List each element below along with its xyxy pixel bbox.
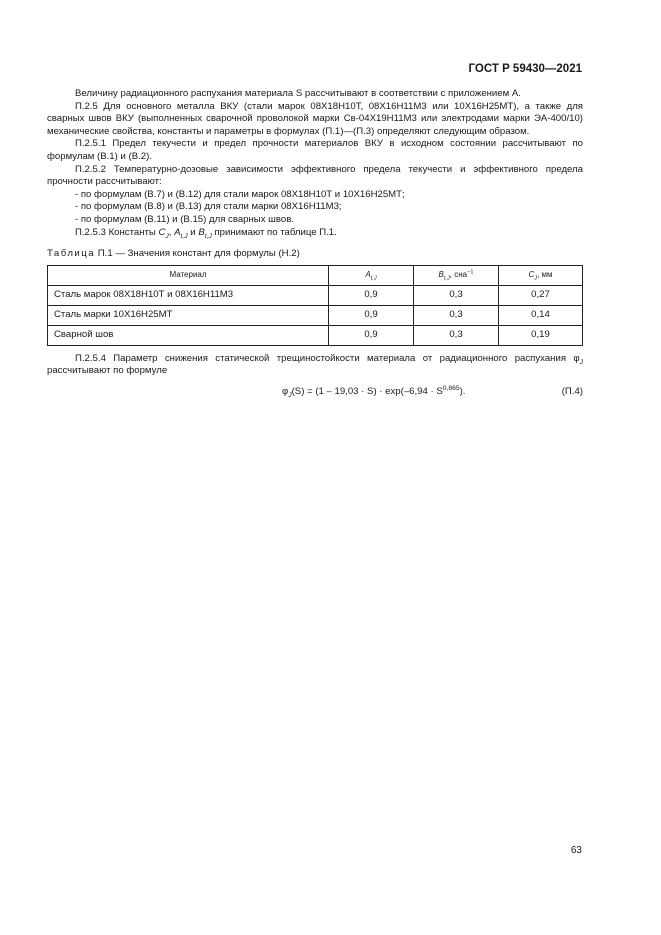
- paragraph-2-5-1: П.2.5.1 Предел текучести и предел прочности материалов ВКУ в исходном состоянии рассчитывают по формулам (В.1) и (В.2).: [47, 138, 583, 162]
- constants-table: [47, 265, 583, 346]
- table-row: [48, 285, 583, 305]
- cell-material: Сталь марки 10Х16Н25МТ: [48, 305, 329, 325]
- page-content: [47, 88, 583, 401]
- list-item: - по формулам (В.7) и (В.12) для стали марок 08Х18Н10Т и 10Х16Н25МТ;: [75, 188, 405, 200]
- header-b: $B_{t,J}$, сна$^{-1}$: [414, 265, 499, 285]
- document-header: ГОСТ Р 59430—2021: [468, 63, 582, 75]
- cell-c: 0,14: [499, 305, 583, 325]
- page-number: 63: [570, 845, 582, 856]
- paragraph-2-5-3: П.2.5.3 Константы $C_J$, $A_{t,J}$ и $B_{t,J}$ принимают по таблице П.1.: [75, 226, 337, 240]
- paragraph-2-5-4: П.2.5.4 Параметр снижения статической трещиностойкости материала от радиационного распухания $\varphi_J$ рассчитывают по формуле: [47, 352, 583, 377]
- cell-a: 0,9: [329, 285, 414, 305]
- list-item: - по формулам (В.11) и (В.15) для сварных швов.: [75, 213, 294, 225]
- table-row: [48, 325, 583, 345]
- header-a: $A_{t,J}$: [329, 265, 414, 285]
- cell-material: Сварной шов: [48, 325, 329, 345]
- list-item: - по формулам (В.8) и (В.13) для стали марки 08Х16Н11М3;: [75, 201, 342, 213]
- table-header-row: [48, 265, 583, 285]
- header-c: $C_J$, мм: [499, 265, 583, 285]
- paragraph-2-5-2: П.2.5.2 Температурно-дозовые зависимости эффективного предела текучести и эффективного предела прочности рассчитывают:: [47, 163, 583, 188]
- cell-b: 0,3: [414, 285, 499, 305]
- formula-number: (П.4): [561, 385, 583, 397]
- cell-c: 0,19: [499, 325, 583, 345]
- cell-a: 0,9: [329, 305, 414, 325]
- cell-a: 0,9: [329, 325, 414, 345]
- header-material: Материал: [48, 265, 329, 285]
- paragraph-swelling: Величину радиационного распухания материала S рассчитывают в соответствии с приложением А.: [75, 88, 521, 99]
- cell-c: 0,27: [499, 285, 583, 305]
- table-caption: Таблица П.1 — Значения констант для формулы (Н.2): [47, 248, 300, 260]
- cell-b: 0,3: [414, 325, 499, 345]
- cell-material: Сталь марок 08Х18Н10Т и 08Х16Н11М3: [48, 285, 329, 305]
- table-row: [48, 305, 583, 325]
- paragraph-2-5: П.2.5 Для основного металла ВКУ (стали марок 08Х18Н10Т, 08Х16Н11М3 или 10Х16Н25МТ), а также для сварных швов ВКУ (выполненных сварочной проволокой марки Св-04Х19Н11М3 или электродами марки ЭА-400/10) механические свойства, константы и параметры в формулах (П.1)—(П.3) определяют следующим образом.: [47, 100, 583, 137]
- cell-b: 0,3: [414, 305, 499, 325]
- formula-p4: [47, 383, 583, 401]
- formula-expression: $\varphi_J(S) = (1 - 19,03 \cdot S) \cdot \exp(-6,94 \cdot S^{0,865})$.: [282, 384, 466, 399]
